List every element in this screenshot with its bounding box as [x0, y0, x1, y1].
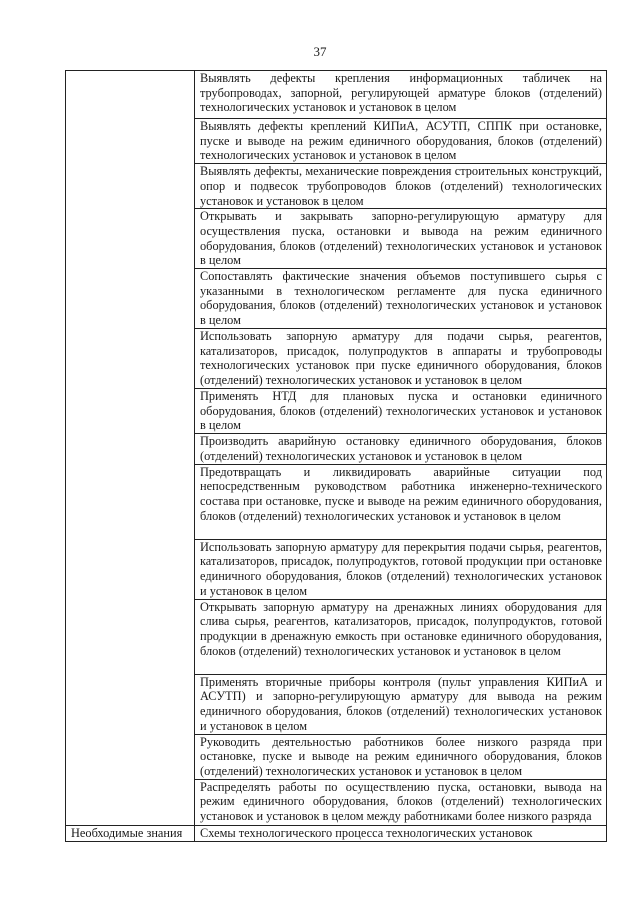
table-row-text: Выявлять дефекты крепления информационных табличек на трубопроводах, запорной, регулирующей арматуре блоков (отделений) технологических установок и установок в целом — [195, 71, 607, 119]
table-row-text: Предотвращать и ликвидировать аварийные ситуации под непосредственным руководством работника инженерно-технического состава при остановке, пуске и выводе на режим единичного оборудования, блоков (отделений) технологических установок и установок в целом — [195, 464, 607, 539]
section-label: Необходимые знания — [66, 825, 195, 841]
table-row-text: Производить аварийную остановку единичного оборудования, блоков (отделений) технологических установок и установок в целом — [195, 434, 607, 464]
table-row-text: Сопоставлять фактические значения объемов поступившего сырья с указанными в технологическом регламенте для пуска единичного оборудования, блоков (отделений) технологических установок и установок в целом — [195, 269, 607, 329]
table-row-text: Применять НТД для плановых пуска и остановки единичного оборудования, блоков (отделений) технологических установок и установок в целом — [195, 389, 607, 434]
table-row-text: Применять вторичные приборы контроля (пульт управления КИПиА и АСУТП) и запорно-регулирующую арматуру для вывода на режим единичного оборудования, блоков (отделений) технологических установок и установок в целом — [195, 674, 607, 734]
empty-label-cell — [66, 71, 195, 826]
table-row-text: Использовать запорную арматуру для подачи сырья, реагентов, катализаторов, присадок, полупродуктов в аппараты и трубопроводы технологических установок при пуске единичного оборудования, блоков (отделений) технологических установок и установок в целом — [195, 329, 607, 389]
table-row-text: Распределять работы по осуществлению пуска, остановки, вывода на режим единичного оборудования, блоков (отделений) технологических установок и установок в целом между работниками более низкого разряда — [195, 779, 607, 825]
requirements-table — [65, 70, 607, 842]
table-row-text: Выявлять дефекты креплений КИПиА, АСУТП, СППК при остановке, пуске и выводе на режим единичного оборудования, блоков (отделений) технологических установок и установок в целом — [195, 119, 607, 164]
page-number: 37 — [313, 44, 327, 59]
table-row-text: Открывать и закрывать запорно-регулирующую арматуру для осуществления пуска, остановки и вывода на режим единичного оборудования, блоков (отделений) технологических установок и установок в целом — [195, 209, 607, 269]
table-row-text: Открывать запорную арматуру на дренажных линиях оборудования для слива сырья, реагентов, катализаторов, присадок, полупродуктов, готовой продукции в дренажную емкость при остановке единичного оборудования, блоков (отделений) технологических установок и установок в целом — [195, 599, 607, 674]
table-row-text: Использовать запорную арматуру для перекрытия подачи сырья, реагентов, катализаторов, присадок, полупродуктов, готовой продукции при остановке единичного оборудования, блоков (отделений) технологических установок и установок в целом — [195, 539, 607, 599]
table-row-text: Руководить деятельностью работников более низкого разряда при остановке, пуске и выводе на режим единичного оборудования, блоков (отделений) технологических установок и установок в целом — [195, 734, 607, 779]
table-row-text: Схемы технологического процесса технологических установок — [195, 825, 607, 841]
table-row-text: Выявлять дефекты, механические повреждения строительных конструкций, опор и подвесок трубопроводов блоков (отделений) технологических установок и установок в целом — [195, 164, 607, 209]
